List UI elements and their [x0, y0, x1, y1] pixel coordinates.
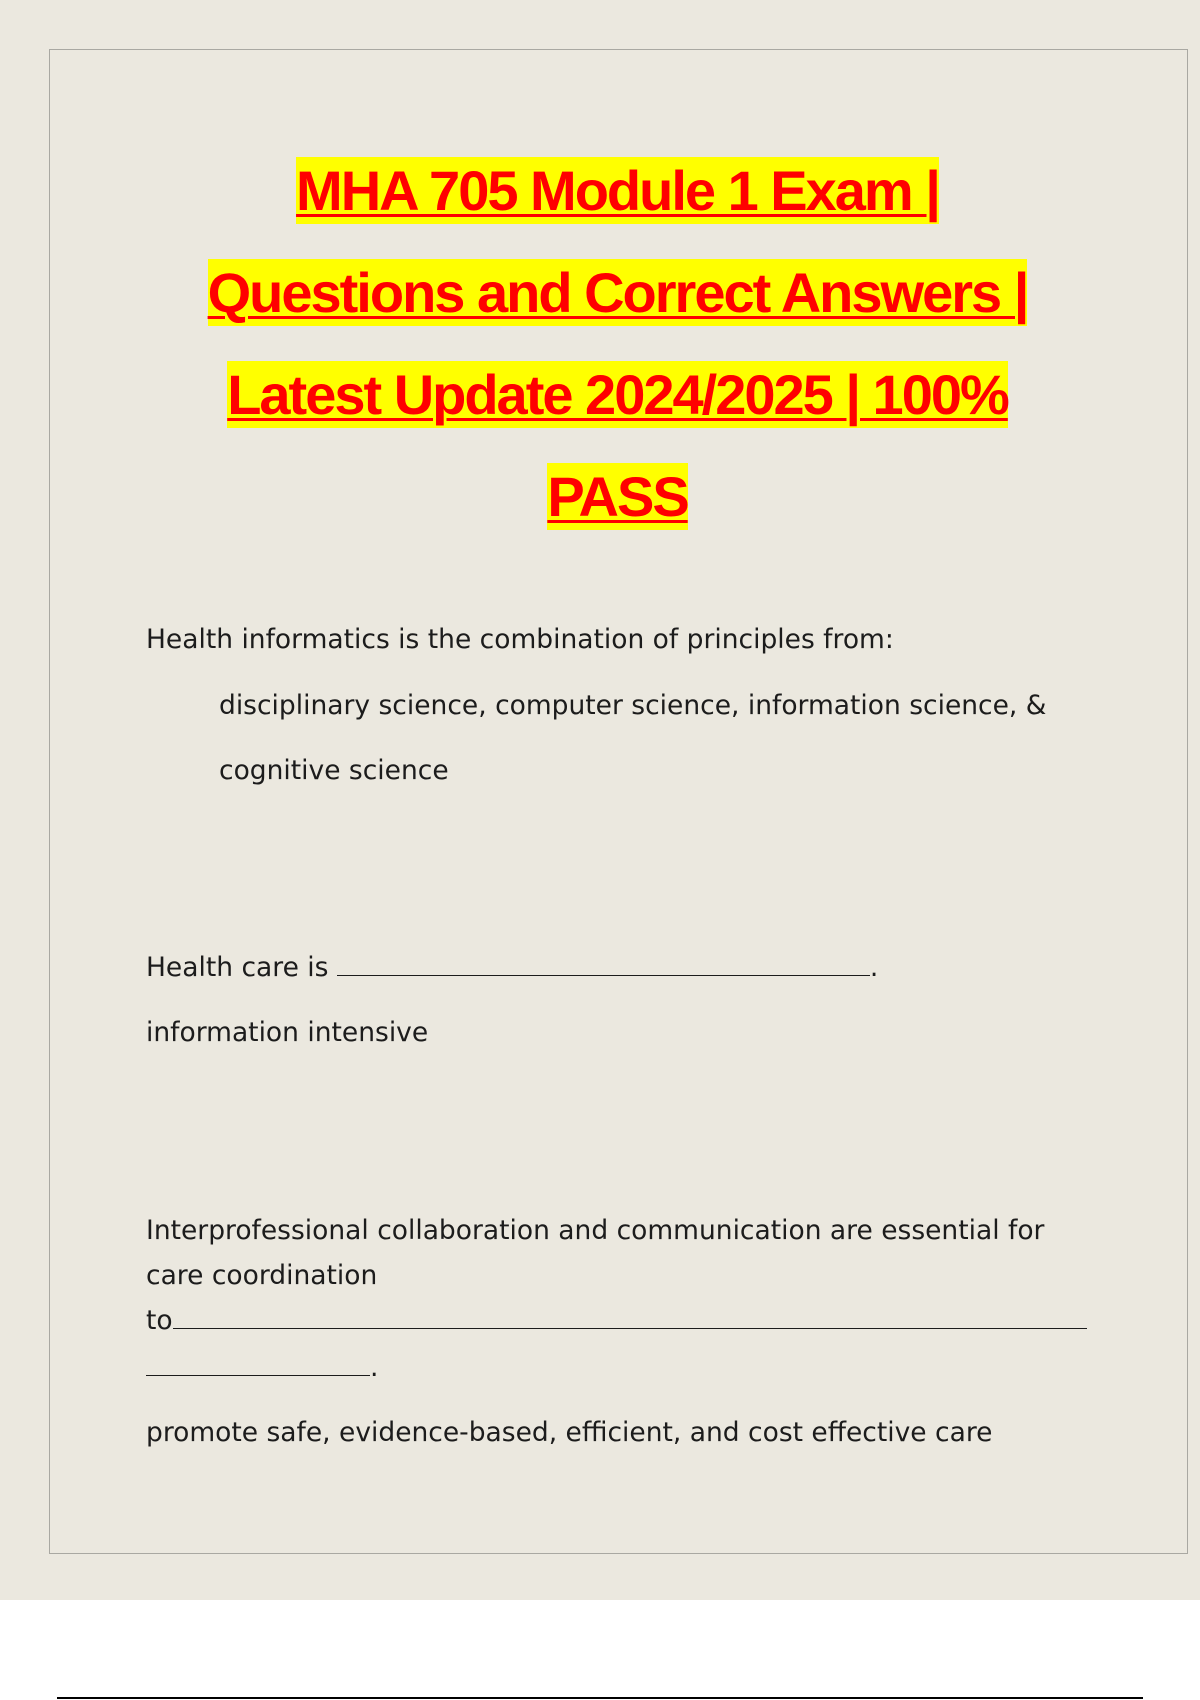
question-3-to: to	[146, 1305, 173, 1336]
title-line-4: PASS	[547, 465, 688, 528]
answer-blank	[337, 974, 870, 976]
question-3-line-3	[146, 1305, 1087, 1336]
answer-blank	[173, 1327, 1087, 1329]
question-2-period: .	[869, 952, 879, 983]
title-line-2: Questions and Correct Answers |	[207, 261, 1028, 324]
question-2-text: Health care is	[146, 952, 329, 983]
question-3-line-4	[146, 1352, 378, 1383]
question-1: Health informatics is the combination of principles from:	[146, 624, 894, 655]
answer-3: promote safe, evidence-based, efficient, and cost effective care	[146, 1417, 993, 1448]
question-3-period: .	[370, 1352, 379, 1383]
question-2	[146, 952, 878, 983]
title-line-3: Latest Update 2024/2025 | 100%	[227, 363, 1008, 426]
answer-blank	[146, 1374, 370, 1376]
answer-1-line-1: disciplinary science, computer science, information science, &	[219, 690, 1047, 721]
document-title	[120, 140, 1115, 548]
answer-2: information intensive	[146, 1017, 429, 1048]
answer-1-line-2: cognitive science	[219, 755, 449, 786]
title-line-1: MHA 705 Module 1 Exam |	[296, 159, 939, 222]
footer-rule	[57, 1697, 1143, 1699]
question-3-line-1: Interprofessional collaboration and communication are essential for	[146, 1215, 1045, 1246]
question-3-line-2: care coordination	[146, 1260, 378, 1291]
